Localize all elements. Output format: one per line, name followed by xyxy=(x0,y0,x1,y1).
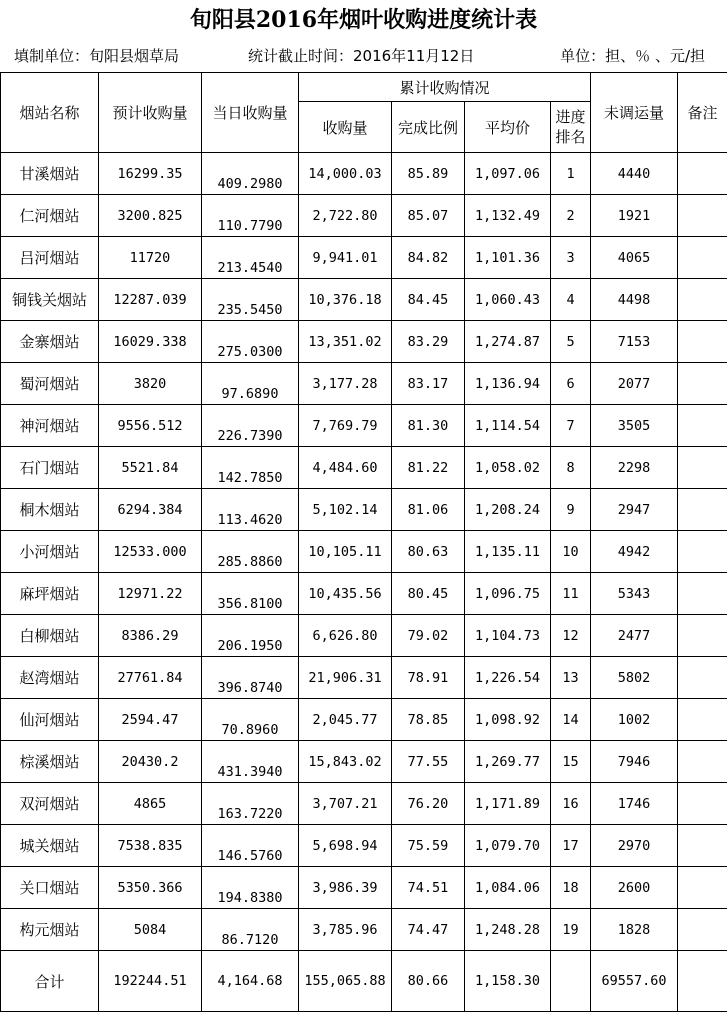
header-amount: 收购量 xyxy=(299,102,392,153)
unshipped-cell: 3505 xyxy=(591,405,678,447)
planned-cell: 192244.51 xyxy=(99,951,202,1012)
rank-cell: 5 xyxy=(551,321,591,363)
unshipped-cell: 4440 xyxy=(591,153,678,195)
reporting-unit: 填制单位：旬阳县烟草局 xyxy=(14,40,179,72)
unshipped-cell: 5802 xyxy=(591,657,678,699)
rank-cell: 16 xyxy=(551,783,591,825)
avg-price-cell: 1,084.06 xyxy=(465,867,551,909)
today-cell: 194.8380 xyxy=(202,867,299,909)
table-row xyxy=(1,237,727,279)
unshipped-cell: 4942 xyxy=(591,531,678,573)
planned-cell: 4865 xyxy=(99,783,202,825)
avg-price-cell: 1,132.49 xyxy=(465,195,551,237)
station-cell: 甘溪烟站 xyxy=(1,153,99,195)
table-row xyxy=(1,195,727,237)
ratio-cell: 80.63 xyxy=(392,531,465,573)
amount-cell: 6,626.80 xyxy=(299,615,392,657)
table-row xyxy=(1,531,727,573)
planned-cell: 9556.512 xyxy=(99,405,202,447)
amount-cell: 3,986.39 xyxy=(299,867,392,909)
rank-cell: 3 xyxy=(551,237,591,279)
unshipped-cell: 1746 xyxy=(591,783,678,825)
unshipped-cell: 7946 xyxy=(591,741,678,783)
amount-cell: 155,065.88 xyxy=(299,951,392,1012)
avg-price-cell: 1,097.06 xyxy=(465,153,551,195)
table-row xyxy=(1,279,727,321)
remark-cell xyxy=(678,951,727,1012)
station-cell: 城关烟站 xyxy=(1,825,99,867)
today-cell: 110.7790 xyxy=(202,195,299,237)
avg-price-cell: 1,098.92 xyxy=(465,699,551,741)
station-cell: 金寨烟站 xyxy=(1,321,99,363)
header-today: 当日收购量 xyxy=(202,73,299,153)
table-row xyxy=(1,153,727,195)
avg-price-cell: 1,171.89 xyxy=(465,783,551,825)
ratio-cell: 81.30 xyxy=(392,405,465,447)
ratio-cell: 80.66 xyxy=(392,951,465,1012)
station-cell: 神河烟站 xyxy=(1,405,99,447)
avg-price-cell: 1,135.11 xyxy=(465,531,551,573)
station-cell: 赵湾烟站 xyxy=(1,657,99,699)
amount-cell: 14,000.03 xyxy=(299,153,392,195)
amount-cell: 15,843.02 xyxy=(299,741,392,783)
planned-cell: 12287.039 xyxy=(99,279,202,321)
table-row xyxy=(1,447,727,489)
planned-cell: 6294.384 xyxy=(99,489,202,531)
remark-cell xyxy=(678,447,727,489)
remark-cell xyxy=(678,783,727,825)
unshipped-cell: 5343 xyxy=(591,573,678,615)
station-cell: 关口烟站 xyxy=(1,867,99,909)
today-cell: 235.5450 xyxy=(202,279,299,321)
station-cell: 石门烟站 xyxy=(1,447,99,489)
planned-cell: 27761.84 xyxy=(99,657,202,699)
amount-cell: 2,722.80 xyxy=(299,195,392,237)
table-row xyxy=(1,573,727,615)
remark-cell xyxy=(678,531,727,573)
unshipped-cell: 2298 xyxy=(591,447,678,489)
table-row xyxy=(1,615,727,657)
header-station: 烟站名称 xyxy=(1,73,99,153)
remark-cell xyxy=(678,573,727,615)
unshipped-cell: 7153 xyxy=(591,321,678,363)
header-ratio: 完成比例 xyxy=(392,102,465,153)
unshipped-cell: 4498 xyxy=(591,279,678,321)
rank-cell: 15 xyxy=(551,741,591,783)
planned-cell: 7538.835 xyxy=(99,825,202,867)
station-cell: 白柳烟站 xyxy=(1,615,99,657)
unshipped-cell: 2077 xyxy=(591,363,678,405)
planned-cell: 20430.2 xyxy=(99,741,202,783)
ratio-cell: 85.07 xyxy=(392,195,465,237)
ratio-cell: 81.06 xyxy=(392,489,465,531)
avg-price-cell: 1,208.24 xyxy=(465,489,551,531)
station-cell: 构元烟站 xyxy=(1,909,99,951)
today-cell: 163.7220 xyxy=(202,783,299,825)
rank-cell: 1 xyxy=(551,153,591,195)
units-note: 单位：担、％ 、元/担 xyxy=(560,40,705,72)
remark-cell xyxy=(678,363,727,405)
avg-price-cell: 1,114.54 xyxy=(465,405,551,447)
planned-cell: 5084 xyxy=(99,909,202,951)
rank-cell: 6 xyxy=(551,363,591,405)
today-cell: 206.1950 xyxy=(202,615,299,657)
rank-cell: 17 xyxy=(551,825,591,867)
rank-cell: 18 xyxy=(551,867,591,909)
cutoff-time: 统计截止时间：2016年11月12日 xyxy=(248,40,474,72)
amount-cell: 4,484.60 xyxy=(299,447,392,489)
station-cell: 棕溪烟站 xyxy=(1,741,99,783)
planned-cell: 11720 xyxy=(99,237,202,279)
unshipped-cell: 2947 xyxy=(591,489,678,531)
rank-cell: 19 xyxy=(551,909,591,951)
ratio-cell: 80.45 xyxy=(392,573,465,615)
planned-cell: 16029.338 xyxy=(99,321,202,363)
amount-cell: 2,045.77 xyxy=(299,699,392,741)
amount-cell: 21,906.31 xyxy=(299,657,392,699)
avg-price-cell: 1,274.87 xyxy=(465,321,551,363)
avg-price-cell: 1,269.77 xyxy=(465,741,551,783)
purchase-progress-table xyxy=(0,72,727,1012)
table-row xyxy=(1,321,727,363)
today-cell: 70.8960 xyxy=(202,699,299,741)
planned-cell: 2594.47 xyxy=(99,699,202,741)
today-cell: 146.5760 xyxy=(202,825,299,867)
table-row xyxy=(1,909,727,951)
ratio-cell: 78.85 xyxy=(392,699,465,741)
unshipped-cell: 4065 xyxy=(591,237,678,279)
station-cell: 麻坪烟站 xyxy=(1,573,99,615)
planned-cell: 3200.825 xyxy=(99,195,202,237)
rank-cell: 7 xyxy=(551,405,591,447)
total-row xyxy=(1,951,727,1012)
rank-cell: 2 xyxy=(551,195,591,237)
ratio-cell: 83.17 xyxy=(392,363,465,405)
page-title: 旬阳县2016年烟叶收购进度统计表 xyxy=(0,0,727,40)
avg-price-cell: 1,136.94 xyxy=(465,363,551,405)
amount-cell: 3,707.21 xyxy=(299,783,392,825)
rank-cell: 12 xyxy=(551,615,591,657)
ratio-cell: 83.29 xyxy=(392,321,465,363)
table-row xyxy=(1,489,727,531)
header-planned: 预计收购量 xyxy=(99,73,202,153)
ratio-cell: 74.47 xyxy=(392,909,465,951)
ratio-cell: 85.89 xyxy=(392,153,465,195)
avg-price-cell: 1,079.70 xyxy=(465,825,551,867)
avg-price-cell: 1,158.30 xyxy=(465,951,551,1012)
today-cell: 396.8740 xyxy=(202,657,299,699)
today-cell: 226.7390 xyxy=(202,405,299,447)
rank-cell: 4 xyxy=(551,279,591,321)
table-row xyxy=(1,741,727,783)
avg-price-cell: 1,058.02 xyxy=(465,447,551,489)
station-cell: 仁河烟站 xyxy=(1,195,99,237)
avg-price-cell: 1,226.54 xyxy=(465,657,551,699)
header-rank: 进度排名 xyxy=(551,102,591,153)
station-cell: 铜钱关烟站 xyxy=(1,279,99,321)
station-cell: 吕河烟站 xyxy=(1,237,99,279)
remark-cell xyxy=(678,237,727,279)
unshipped-cell: 1828 xyxy=(591,909,678,951)
avg-price-cell: 1,060.43 xyxy=(465,279,551,321)
remark-cell xyxy=(678,867,727,909)
planned-cell: 5350.366 xyxy=(99,867,202,909)
amount-cell: 5,698.94 xyxy=(299,825,392,867)
rank-cell: 13 xyxy=(551,657,591,699)
unshipped-cell: 2477 xyxy=(591,615,678,657)
remark-cell xyxy=(678,279,727,321)
table-row xyxy=(1,867,727,909)
today-cell: 213.4540 xyxy=(202,237,299,279)
remark-cell xyxy=(678,405,727,447)
ratio-cell: 81.22 xyxy=(392,447,465,489)
amount-cell: 9,941.01 xyxy=(299,237,392,279)
amount-cell: 7,769.79 xyxy=(299,405,392,447)
remark-cell xyxy=(678,321,727,363)
ratio-cell: 76.20 xyxy=(392,783,465,825)
ratio-cell: 78.91 xyxy=(392,657,465,699)
avg-price-cell: 1,096.75 xyxy=(465,573,551,615)
remark-cell xyxy=(678,615,727,657)
header-remark: 备注 xyxy=(678,73,727,153)
unshipped-cell: 2600 xyxy=(591,867,678,909)
rank-cell xyxy=(551,951,591,1012)
today-cell: 86.7120 xyxy=(202,909,299,951)
today-cell: 113.4620 xyxy=(202,489,299,531)
table-body xyxy=(1,153,727,1012)
today-cell: 97.6890 xyxy=(202,363,299,405)
planned-cell: 8386.29 xyxy=(99,615,202,657)
ratio-cell: 79.02 xyxy=(392,615,465,657)
planned-cell: 16299.35 xyxy=(99,153,202,195)
header-cumulative: 累计收购情况 xyxy=(299,73,591,102)
station-cell: 桐木烟站 xyxy=(1,489,99,531)
amount-cell: 5,102.14 xyxy=(299,489,392,531)
station-cell: 合计 xyxy=(1,951,99,1012)
station-cell: 双河烟站 xyxy=(1,783,99,825)
today-cell: 409.2980 xyxy=(202,153,299,195)
unshipped-cell: 1921 xyxy=(591,195,678,237)
avg-price-cell: 1,248.28 xyxy=(465,909,551,951)
rank-cell: 14 xyxy=(551,699,591,741)
header-avg-price: 平均价 xyxy=(465,102,551,153)
station-cell: 仙河烟站 xyxy=(1,699,99,741)
planned-cell: 12971.22 xyxy=(99,573,202,615)
table-row xyxy=(1,699,727,741)
ratio-cell: 84.82 xyxy=(392,237,465,279)
remark-cell xyxy=(678,699,727,741)
unshipped-cell: 1002 xyxy=(591,699,678,741)
table-row xyxy=(1,783,727,825)
table-row xyxy=(1,657,727,699)
rank-cell: 11 xyxy=(551,573,591,615)
today-cell: 431.3940 xyxy=(202,741,299,783)
ratio-cell: 77.55 xyxy=(392,741,465,783)
table-row xyxy=(1,825,727,867)
rank-cell: 10 xyxy=(551,531,591,573)
remark-cell xyxy=(678,741,727,783)
today-cell: 275.0300 xyxy=(202,321,299,363)
remark-cell xyxy=(678,825,727,867)
ratio-cell: 74.51 xyxy=(392,867,465,909)
table-row xyxy=(1,405,727,447)
avg-price-cell: 1,104.73 xyxy=(465,615,551,657)
today-cell: 356.8100 xyxy=(202,573,299,615)
unshipped-cell: 2970 xyxy=(591,825,678,867)
header-unshipped: 未调运量 xyxy=(591,73,678,153)
planned-cell: 3820 xyxy=(99,363,202,405)
planned-cell: 5521.84 xyxy=(99,447,202,489)
remark-cell xyxy=(678,195,727,237)
amount-cell: 10,376.18 xyxy=(299,279,392,321)
amount-cell: 13,351.02 xyxy=(299,321,392,363)
remark-cell xyxy=(678,489,727,531)
station-cell: 蜀河烟站 xyxy=(1,363,99,405)
avg-price-cell: 1,101.36 xyxy=(465,237,551,279)
amount-cell: 10,105.11 xyxy=(299,531,392,573)
remark-cell xyxy=(678,909,727,951)
remark-cell xyxy=(678,657,727,699)
today-cell: 142.7850 xyxy=(202,447,299,489)
rank-cell: 9 xyxy=(551,489,591,531)
unshipped-cell: 69557.60 xyxy=(591,951,678,1012)
ratio-cell: 84.45 xyxy=(392,279,465,321)
station-cell: 小河烟站 xyxy=(1,531,99,573)
amount-cell: 3,177.28 xyxy=(299,363,392,405)
today-cell: 4,164.68 xyxy=(202,951,299,1012)
rank-cell: 8 xyxy=(551,447,591,489)
planned-cell: 12533.000 xyxy=(99,531,202,573)
ratio-cell: 75.59 xyxy=(392,825,465,867)
today-cell: 285.8860 xyxy=(202,531,299,573)
remark-cell xyxy=(678,153,727,195)
amount-cell: 3,785.96 xyxy=(299,909,392,951)
table-row xyxy=(1,363,727,405)
amount-cell: 10,435.56 xyxy=(299,573,392,615)
